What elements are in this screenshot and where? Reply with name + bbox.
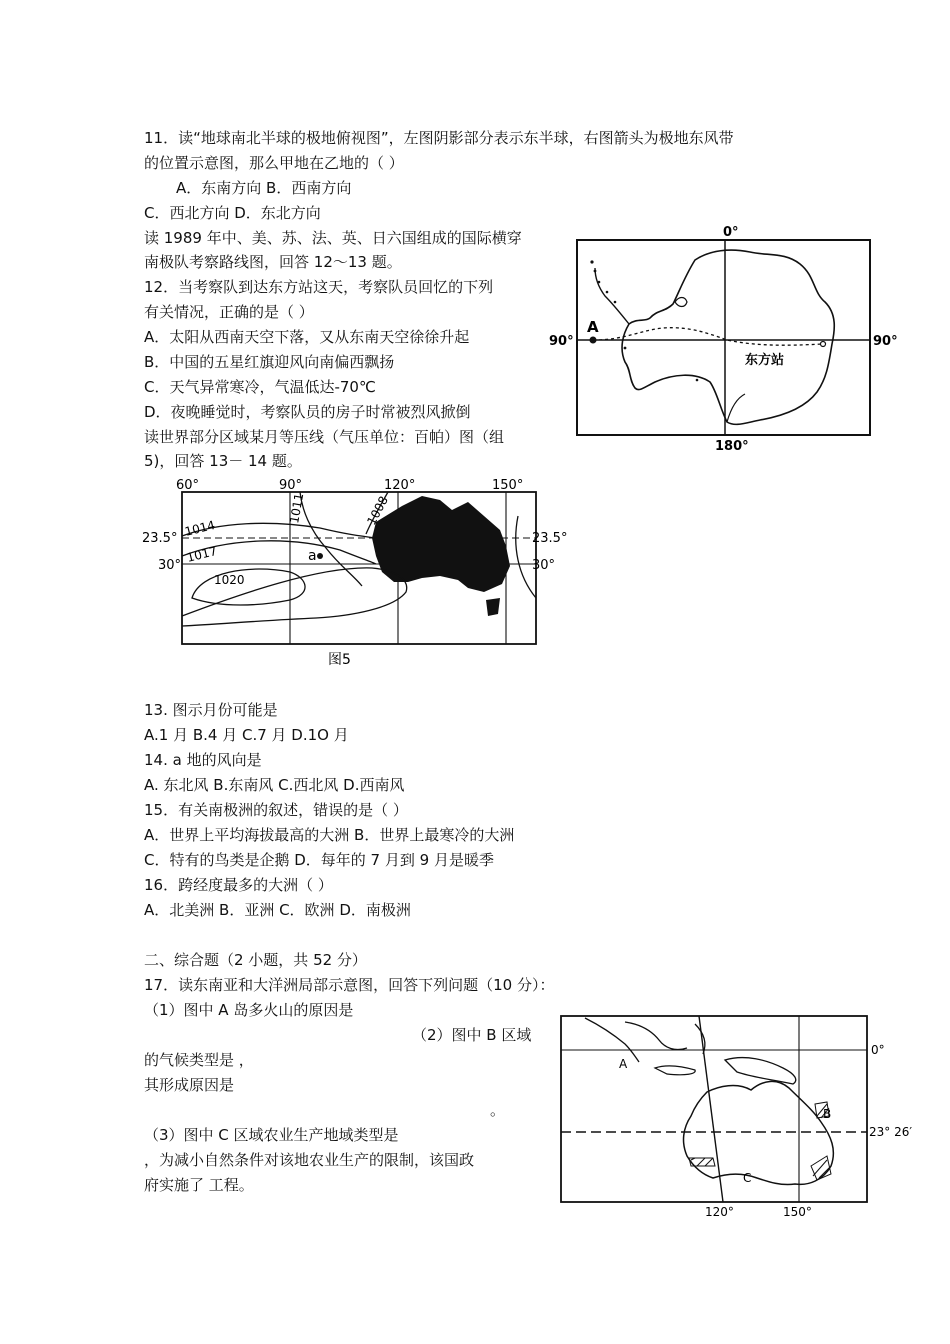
isobar-label-1020: 1020: [214, 573, 245, 587]
q11-stem-line2: 的位置示意图，那么甲地在乙地的（ ）: [144, 154, 404, 172]
q11-options-cd: C．西北方向 D．东北方向: [144, 204, 321, 222]
q12-option-d: D．夜晚睡觉时，考察队员的房子时常被烈风掀倒: [144, 403, 471, 421]
q17-part1: （1）图中 A 岛多火山的原因是: [144, 1001, 354, 1019]
q12-option-b: B．中国的五星红旗迎风向南偏西飘扬: [144, 353, 395, 371]
q11-options-ab: A．东南方向 B．西南方向: [176, 179, 352, 197]
map3-label-b: B: [823, 1107, 832, 1121]
intro-12-13-line2: 南极队考察路线图，回答 12～13 题。: [144, 253, 402, 271]
map2-lon-60: 60°: [176, 478, 200, 493]
map2-point-a: a: [308, 548, 317, 564]
q17-part2-climate: 的气候类型是 ，: [144, 1051, 254, 1069]
q12-stem-line1: 12．当考察队到达东方站这天，考察队员回忆的下列: [144, 278, 494, 296]
southeast-asia-oceania-map: [555, 1010, 925, 1218]
q11-stem-line1: 11．读“地球南北半球的极地俯视图”，左图阴影部分表示东半球，右图箭头为极地东风带: [144, 129, 734, 147]
q13-options: A.1 月 B.4 月 C.7 月 D.1O 月: [144, 726, 349, 744]
intro-13-14-line1: 读世界部分区域某月等压线（气压单位：百帕）图（组: [144, 428, 505, 446]
map1-label-left: 90°: [549, 334, 574, 349]
map1-point-a: A: [587, 318, 599, 336]
map2-lon-150: 150°: [492, 478, 524, 493]
antarctica-route-map: [545, 222, 900, 454]
map2-lon-90: 90°: [279, 478, 303, 493]
q16-stem: 16．跨经度最多的大洲（ ）: [144, 876, 333, 894]
map2-lat-right-30: 30°: [532, 558, 556, 573]
map1-station-label: 东方站: [745, 353, 785, 368]
q17-part3-line3: 府实施了 工程。: [144, 1176, 254, 1194]
isobar-label-1017: 1017: [185, 543, 219, 565]
map3-lon-120: 120°: [705, 1205, 734, 1218]
q17-part3-line1: （3）图中 C 区域农业生产地域类型是: [144, 1126, 399, 1144]
q12-option-c: C．天气异常寒冷，气温低达-70℃: [144, 378, 376, 396]
q12-option-a: A．太阳从西南天空下落，又从东南天空徐徐升起: [144, 328, 470, 346]
map3-lon-150: 150°: [783, 1205, 812, 1218]
map3-label-c: C: [743, 1171, 752, 1185]
map2-lon-120: 120°: [384, 478, 416, 493]
q15-stem: 15．有关南极洲的叙述，错误的是（ ）: [144, 801, 408, 819]
map1-label-top: 0°: [723, 225, 739, 240]
q12-stem-line2: 有关情况，正确的是（ ）: [144, 303, 314, 321]
isobar-label-1008: 1008: [364, 493, 391, 528]
q17-part2-cause: 其形成原因是: [144, 1076, 235, 1094]
q17-part2-start: （2）图中 B 区域: [412, 1026, 532, 1044]
map3-lat-tropic: 23° 26′: [869, 1125, 913, 1139]
q15-options-ab: A．世界上平均海拔最高的大洲 B．世界上最寒冷的大洲: [144, 826, 515, 844]
map1-label-bottom: 180°: [715, 439, 749, 454]
q14-stem: 14. a 地的风向是: [144, 751, 262, 769]
q15-options-cd: C．特有的鸟类是企鹅 D．每年的 7 月到 9 月是暖季: [144, 851, 494, 869]
q13-stem: 13. 图示月份可能是: [144, 701, 278, 719]
map3-label-a: A: [619, 1057, 628, 1071]
map2-lat-right-tropic: 23.5°: [532, 531, 568, 546]
map2-caption: 图5: [328, 652, 351, 668]
intro-12-13-line1: 读 1989 年中、美、苏、法、英、日六国组成的国际横穿: [144, 229, 522, 247]
section-heading: 二、综合题（2 小题，共 52 分）: [144, 951, 367, 969]
map3-lat-equator: 0°: [871, 1043, 885, 1057]
isobar-map: [140, 476, 580, 672]
isobar-label-1014: 1014: [183, 517, 217, 539]
map1-label-right: 90°: [873, 334, 898, 349]
map2-lat-left-tropic: 23.5°: [142, 531, 178, 546]
isobar-label-1011: 1011: [287, 492, 307, 525]
q16-options: A．北美洲 B．亚洲 C．欧洲 D．南极洲: [144, 901, 411, 919]
q17-stem: 17．读东南亚和大洋洲局部示意图，回答下列问题（10 分）：: [144, 976, 555, 994]
q17-part3-line2: ，为减小自然条件对该地农业生产的限制，该国政: [144, 1151, 475, 1169]
q17-part2-end: 。: [490, 1101, 506, 1119]
q14-options: A. 东北风 B.东南风 C.西北风 D.西南风: [144, 776, 405, 794]
map2-lat-left-30: 30°: [158, 558, 182, 573]
intro-13-14-line2: 5)，回答 13－ 14 题。: [144, 452, 302, 470]
